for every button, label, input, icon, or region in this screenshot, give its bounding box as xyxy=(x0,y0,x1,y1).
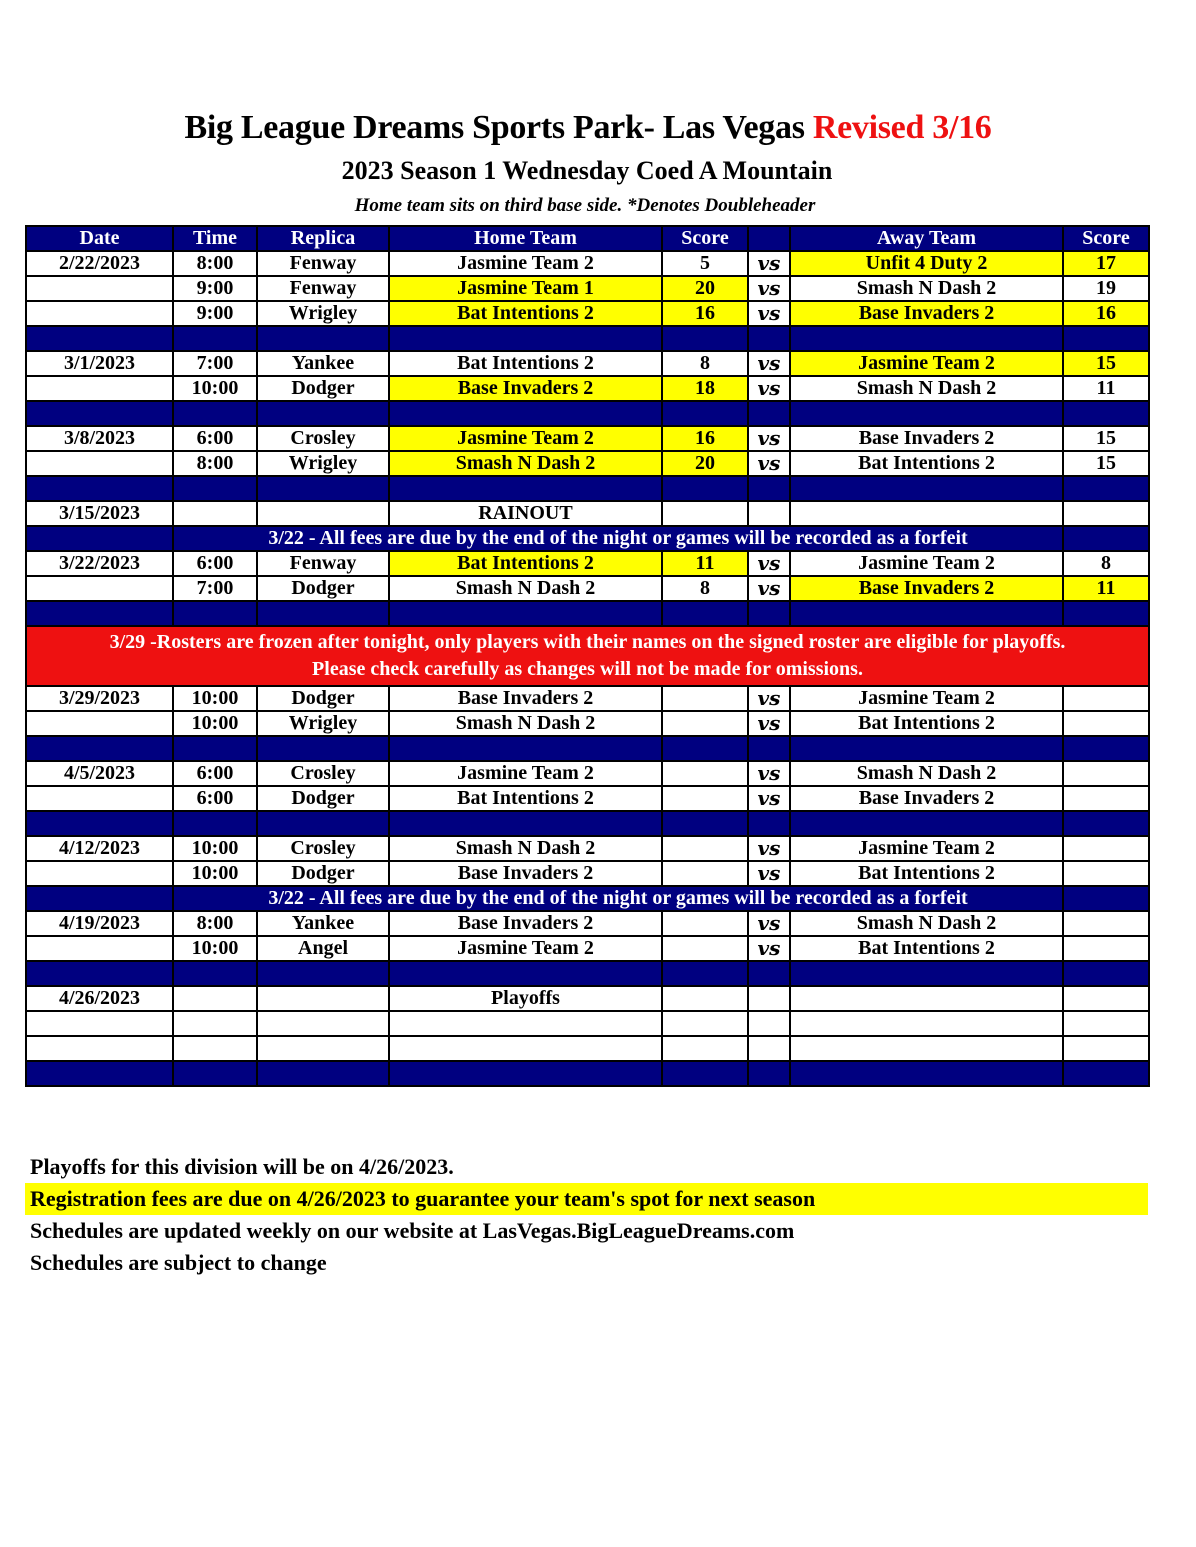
game-time: 7:00 xyxy=(173,576,257,601)
away-score xyxy=(1063,786,1149,811)
empty-cell xyxy=(790,501,1063,526)
vs-label: vs xyxy=(748,936,790,961)
table-row xyxy=(26,351,1149,376)
footer-playoffs-note: Playoffs for this division will be on 4/26/2023. xyxy=(30,1154,454,1179)
home-team: Bat Intentions 2 xyxy=(389,351,662,376)
away-score xyxy=(1063,861,1149,886)
separator-cell xyxy=(748,1061,790,1086)
separator-row xyxy=(26,811,1149,836)
empty-cell xyxy=(748,1011,790,1036)
separator-cell xyxy=(662,736,748,761)
table-row xyxy=(26,551,1149,576)
empty-cell xyxy=(1063,1011,1149,1036)
game-date: 3/8/2023 xyxy=(26,426,173,451)
separator-cell xyxy=(1063,961,1149,986)
separator-cell xyxy=(26,1061,173,1086)
empty-cell xyxy=(790,986,1063,1011)
separator-cell xyxy=(1063,326,1149,351)
table-row xyxy=(26,451,1149,476)
home-score xyxy=(662,911,748,936)
game-date: 3/1/2023 xyxy=(26,351,173,376)
roster-freeze-alert-row xyxy=(26,626,1149,686)
vs-label: vs xyxy=(748,276,790,301)
table-row xyxy=(26,301,1149,326)
schedule-table xyxy=(25,225,1150,1087)
away-team: Base Invaders 2 xyxy=(790,576,1063,601)
away-team: Smash N Dash 2 xyxy=(790,761,1063,786)
empty-cell xyxy=(26,1011,173,1036)
page-subtitle: 2023 Season 1 Wednesday Coed A Mountain xyxy=(341,156,833,185)
game-field: Yankee xyxy=(257,911,389,936)
game-field: Angel xyxy=(257,936,389,961)
separator-cell xyxy=(257,736,389,761)
home-score xyxy=(662,836,748,861)
separator-cell xyxy=(257,1061,389,1086)
away-team: Jasmine Team 2 xyxy=(790,686,1063,711)
empty-cell xyxy=(257,986,389,1011)
table-header-row xyxy=(26,226,1149,251)
away-team: Jasmine Team 2 xyxy=(790,351,1063,376)
table-row xyxy=(26,911,1149,936)
separator-cell xyxy=(257,961,389,986)
away-score: 15 xyxy=(1063,351,1149,376)
title-text: Big League Dreams Sports Park- Las Vegas xyxy=(184,109,805,146)
game-time: 9:00 xyxy=(173,276,257,301)
game-time: 6:00 xyxy=(173,786,257,811)
footer-registration-note: Registration fees are due on 4/26/2023 to guarantee your team's spot for next season xyxy=(25,1183,1148,1215)
empty-cell xyxy=(389,1036,662,1061)
game-field: Dodger xyxy=(257,686,389,711)
vs-label: vs xyxy=(748,426,790,451)
vs-label: vs xyxy=(748,376,790,401)
home-team: Jasmine Team 2 xyxy=(389,761,662,786)
separator-cell xyxy=(389,811,662,836)
separator-cell xyxy=(257,401,389,426)
separator-cell xyxy=(26,401,173,426)
separator-row xyxy=(26,476,1149,501)
separator-cell xyxy=(790,476,1063,501)
fee-notice-row xyxy=(26,526,1149,551)
empty-cell xyxy=(790,1036,1063,1061)
away-score xyxy=(1063,911,1149,936)
empty-cell xyxy=(790,1011,1063,1036)
home-score xyxy=(662,861,748,886)
separator-cell xyxy=(257,476,389,501)
away-score: 19 xyxy=(1063,276,1149,301)
separator-cell xyxy=(26,326,173,351)
home-team: Jasmine Team 2 xyxy=(389,251,662,276)
game-field: Wrigley xyxy=(257,301,389,326)
away-score xyxy=(1063,836,1149,861)
game-field: Fenway xyxy=(257,276,389,301)
empty-cell xyxy=(173,986,257,1011)
separator-cell xyxy=(173,601,257,626)
game-date: 3/29/2023 xyxy=(26,686,173,711)
away-score: 11 xyxy=(1063,576,1149,601)
separator-row xyxy=(26,1061,1149,1086)
home-team: Base Invaders 2 xyxy=(389,686,662,711)
footer-change-note: Schedules are subject to change xyxy=(30,1250,327,1275)
empty-cell xyxy=(662,1011,748,1036)
game-date: 3/22/2023 xyxy=(26,551,173,576)
away-team: Base Invaders 2 xyxy=(790,301,1063,326)
separator-cell xyxy=(662,401,748,426)
alert-line-2: Please check carefully as changes will not be made for omissions. xyxy=(312,658,863,680)
separator-cell xyxy=(389,736,662,761)
home-team: Bat Intentions 2 xyxy=(389,786,662,811)
away-score: 17 xyxy=(1063,251,1149,276)
game-date xyxy=(26,276,173,301)
page-title xyxy=(0,108,1176,148)
separator-cell xyxy=(748,811,790,836)
fee-notice-text: 3/22 - All fees are due by the end of the night or games will be recorded as a forfeit xyxy=(173,886,1063,911)
separator-cell xyxy=(26,961,173,986)
game-date xyxy=(26,786,173,811)
empty-cell xyxy=(257,501,389,526)
home-team: Smash N Dash 2 xyxy=(389,576,662,601)
separator-cell xyxy=(748,401,790,426)
alert-line-1: 3/29 -Rosters are frozen after tonight, only players with their names on the signed roster are eligible for playoffs. xyxy=(109,631,1066,653)
away-score xyxy=(1063,686,1149,711)
separator-cell xyxy=(1063,811,1149,836)
game-date: 4/12/2023 xyxy=(26,836,173,861)
roster-freeze-alert xyxy=(26,626,1149,686)
away-team: Unfit 4 Duty 2 xyxy=(790,251,1063,276)
game-date xyxy=(26,376,173,401)
fee-notice-row xyxy=(26,886,1149,911)
separator-cell xyxy=(389,401,662,426)
vs-label: vs xyxy=(748,686,790,711)
home-score: 5 xyxy=(662,251,748,276)
col-header-home-score: Score xyxy=(662,226,748,251)
game-time: 9:00 xyxy=(173,301,257,326)
empty-row xyxy=(26,1011,1149,1036)
separator-cell xyxy=(1063,601,1149,626)
separator-row xyxy=(26,401,1149,426)
separator-cell xyxy=(1063,1061,1149,1086)
separator-cell xyxy=(26,811,173,836)
game-field: Fenway xyxy=(257,251,389,276)
table-row xyxy=(26,761,1149,786)
fee-notice-text: 3/22 - All fees are due by the end of the night or games will be recorded as a forfeit xyxy=(173,526,1063,551)
vs-label: vs xyxy=(748,761,790,786)
away-team: Bat Intentions 2 xyxy=(790,711,1063,736)
table-row xyxy=(26,936,1149,961)
notice-blank-cell xyxy=(1063,886,1149,911)
game-field: Dodger xyxy=(257,861,389,886)
empty-cell xyxy=(173,501,257,526)
special-date: 3/15/2023 xyxy=(26,501,173,526)
game-time: 8:00 xyxy=(173,911,257,936)
empty-cell xyxy=(662,501,748,526)
rainout-row xyxy=(26,501,1149,526)
empty-cell xyxy=(1063,1036,1149,1061)
game-time: 10:00 xyxy=(173,686,257,711)
separator-cell xyxy=(26,601,173,626)
empty-cell xyxy=(26,1036,173,1061)
notice-blank-cell xyxy=(26,886,173,911)
separator-cell xyxy=(748,476,790,501)
away-team: Smash N Dash 2 xyxy=(790,376,1063,401)
home-score xyxy=(662,761,748,786)
separator-cell xyxy=(790,601,1063,626)
separator-cell xyxy=(790,736,1063,761)
away-team: Smash N Dash 2 xyxy=(790,911,1063,936)
playoffs-row xyxy=(26,986,1149,1011)
away-team: Jasmine Team 2 xyxy=(790,551,1063,576)
separator-cell xyxy=(389,1061,662,1086)
table-row xyxy=(26,376,1149,401)
special-date: 4/26/2023 xyxy=(26,986,173,1011)
away-score: 11 xyxy=(1063,376,1149,401)
separator-cell xyxy=(257,811,389,836)
table-row xyxy=(26,786,1149,811)
game-field: Yankee xyxy=(257,351,389,376)
game-field: Dodger xyxy=(257,576,389,601)
separator-cell xyxy=(173,476,257,501)
separator-cell xyxy=(790,961,1063,986)
game-date: 4/19/2023 xyxy=(26,911,173,936)
separator-cell xyxy=(173,736,257,761)
home-score: 20 xyxy=(662,451,748,476)
col-header-time: Time xyxy=(173,226,257,251)
home-team: Base Invaders 2 xyxy=(389,376,662,401)
home-score: 16 xyxy=(662,301,748,326)
empty-cell xyxy=(389,1011,662,1036)
separator-cell xyxy=(662,326,748,351)
game-field: Wrigley xyxy=(257,711,389,736)
table-row xyxy=(26,686,1149,711)
separator-cell xyxy=(1063,736,1149,761)
separator-cell xyxy=(173,401,257,426)
home-team-note: Home team sits on third base side. *Denotes Doubleheader xyxy=(354,195,816,216)
separator-cell xyxy=(389,601,662,626)
special-label: Playoffs xyxy=(389,986,662,1011)
game-field: Crosley xyxy=(257,761,389,786)
vs-label: vs xyxy=(748,251,790,276)
separator-cell xyxy=(26,736,173,761)
game-date xyxy=(26,301,173,326)
home-team: Smash N Dash 2 xyxy=(389,711,662,736)
separator-cell xyxy=(662,811,748,836)
away-team: Bat Intentions 2 xyxy=(790,861,1063,886)
home-score: 18 xyxy=(662,376,748,401)
empty-cell xyxy=(662,1036,748,1061)
separator-cell xyxy=(389,476,662,501)
separator-cell xyxy=(790,811,1063,836)
vs-label: vs xyxy=(748,301,790,326)
game-time: 8:00 xyxy=(173,451,257,476)
vs-label: vs xyxy=(748,836,790,861)
game-time: 10:00 xyxy=(173,861,257,886)
home-score xyxy=(662,936,748,961)
table-row xyxy=(26,836,1149,861)
game-time: 10:00 xyxy=(173,836,257,861)
col-header-home-team: Home Team xyxy=(389,226,662,251)
game-time: 7:00 xyxy=(173,351,257,376)
home-team: Bat Intentions 2 xyxy=(389,551,662,576)
game-date xyxy=(26,861,173,886)
empty-cell xyxy=(1063,986,1149,1011)
separator-cell xyxy=(173,1061,257,1086)
empty-cell xyxy=(748,986,790,1011)
away-team: Base Invaders 2 xyxy=(790,426,1063,451)
away-score xyxy=(1063,936,1149,961)
game-time: 6:00 xyxy=(173,761,257,786)
separator-cell xyxy=(173,326,257,351)
separator-cell xyxy=(748,601,790,626)
separator-cell xyxy=(257,601,389,626)
separator-cell xyxy=(790,1061,1063,1086)
away-team: Bat Intentions 2 xyxy=(790,451,1063,476)
empty-row xyxy=(26,1036,1149,1061)
game-field: Fenway xyxy=(257,551,389,576)
table-row xyxy=(26,276,1149,301)
home-score: 8 xyxy=(662,351,748,376)
game-time: 10:00 xyxy=(173,376,257,401)
vs-label: vs xyxy=(748,786,790,811)
notice-blank-cell xyxy=(1063,526,1149,551)
away-team: Smash N Dash 2 xyxy=(790,276,1063,301)
home-score xyxy=(662,786,748,811)
separator-cell xyxy=(257,326,389,351)
table-row xyxy=(26,576,1149,601)
col-header-away-score: Score xyxy=(1063,226,1149,251)
vs-label: vs xyxy=(748,911,790,936)
game-date: 2/22/2023 xyxy=(26,251,173,276)
separator-cell xyxy=(662,1061,748,1086)
home-team: Jasmine Team 2 xyxy=(389,936,662,961)
empty-cell xyxy=(662,986,748,1011)
separator-cell xyxy=(662,476,748,501)
empty-cell xyxy=(173,1036,257,1061)
home-score: 16 xyxy=(662,426,748,451)
separator-row xyxy=(26,736,1149,761)
separator-cell xyxy=(790,326,1063,351)
vs-label: vs xyxy=(748,576,790,601)
away-team: Base Invaders 2 xyxy=(790,786,1063,811)
footer-website-note: Schedules are updated weekly on our website at LasVegas.BigLeagueDreams.com xyxy=(30,1218,795,1243)
home-team: Jasmine Team 2 xyxy=(389,426,662,451)
away-score: 16 xyxy=(1063,301,1149,326)
home-score: 20 xyxy=(662,276,748,301)
vs-label: vs xyxy=(748,711,790,736)
game-date: 4/5/2023 xyxy=(26,761,173,786)
home-score: 11 xyxy=(662,551,748,576)
home-team: Jasmine Team 1 xyxy=(389,276,662,301)
separator-cell xyxy=(1063,476,1149,501)
separator-cell xyxy=(662,601,748,626)
table-row xyxy=(26,426,1149,451)
home-team: Smash N Dash 2 xyxy=(389,836,662,861)
home-score xyxy=(662,711,748,736)
home-team: Smash N Dash 2 xyxy=(389,451,662,476)
empty-cell xyxy=(1063,501,1149,526)
separator-row xyxy=(26,601,1149,626)
game-field: Wrigley xyxy=(257,451,389,476)
separator-cell xyxy=(662,961,748,986)
game-time: 6:00 xyxy=(173,426,257,451)
empty-cell xyxy=(748,501,790,526)
separator-cell xyxy=(748,961,790,986)
separator-cell xyxy=(389,961,662,986)
away-score: 15 xyxy=(1063,451,1149,476)
empty-cell xyxy=(748,1036,790,1061)
vs-label: vs xyxy=(748,351,790,376)
home-team: Base Invaders 2 xyxy=(389,911,662,936)
vs-label: vs xyxy=(748,551,790,576)
game-field: Dodger xyxy=(257,376,389,401)
game-time: 6:00 xyxy=(173,551,257,576)
table-row xyxy=(26,861,1149,886)
separator-cell xyxy=(748,326,790,351)
separator-row xyxy=(26,326,1149,351)
away-score xyxy=(1063,711,1149,736)
away-team: Bat Intentions 2 xyxy=(790,936,1063,961)
empty-cell xyxy=(257,1036,389,1061)
game-date xyxy=(26,711,173,736)
game-time: 10:00 xyxy=(173,711,257,736)
revised-badge: Revised 3/16 xyxy=(812,109,992,146)
empty-cell xyxy=(257,1011,389,1036)
home-score: 8 xyxy=(662,576,748,601)
table-row xyxy=(26,251,1149,276)
separator-cell xyxy=(1063,401,1149,426)
home-team: Bat Intentions 2 xyxy=(389,301,662,326)
empty-cell xyxy=(173,1011,257,1036)
col-header-replica: Replica xyxy=(257,226,389,251)
vs-label: vs xyxy=(748,451,790,476)
notice-blank-cell xyxy=(26,526,173,551)
away-score: 15 xyxy=(1063,426,1149,451)
separator-cell xyxy=(748,736,790,761)
game-time: 8:00 xyxy=(173,251,257,276)
table-row xyxy=(26,711,1149,736)
separator-cell xyxy=(173,961,257,986)
separator-row xyxy=(26,961,1149,986)
game-field: Crosley xyxy=(257,426,389,451)
game-date xyxy=(26,936,173,961)
game-date xyxy=(26,576,173,601)
separator-cell xyxy=(389,326,662,351)
away-score xyxy=(1063,761,1149,786)
col-header-away-team: Away Team xyxy=(790,226,1063,251)
game-field: Dodger xyxy=(257,786,389,811)
col-header-vs xyxy=(748,226,790,251)
col-header-date: Date xyxy=(26,226,173,251)
away-score: 8 xyxy=(1063,551,1149,576)
vs-label: vs xyxy=(748,861,790,886)
separator-cell xyxy=(790,401,1063,426)
game-time: 10:00 xyxy=(173,936,257,961)
special-label: RAINOUT xyxy=(389,501,662,526)
separator-cell xyxy=(26,476,173,501)
game-field: Crosley xyxy=(257,836,389,861)
game-date xyxy=(26,451,173,476)
separator-cell xyxy=(173,811,257,836)
home-team: Base Invaders 2 xyxy=(389,861,662,886)
away-team: Jasmine Team 2 xyxy=(790,836,1063,861)
home-score xyxy=(662,686,748,711)
